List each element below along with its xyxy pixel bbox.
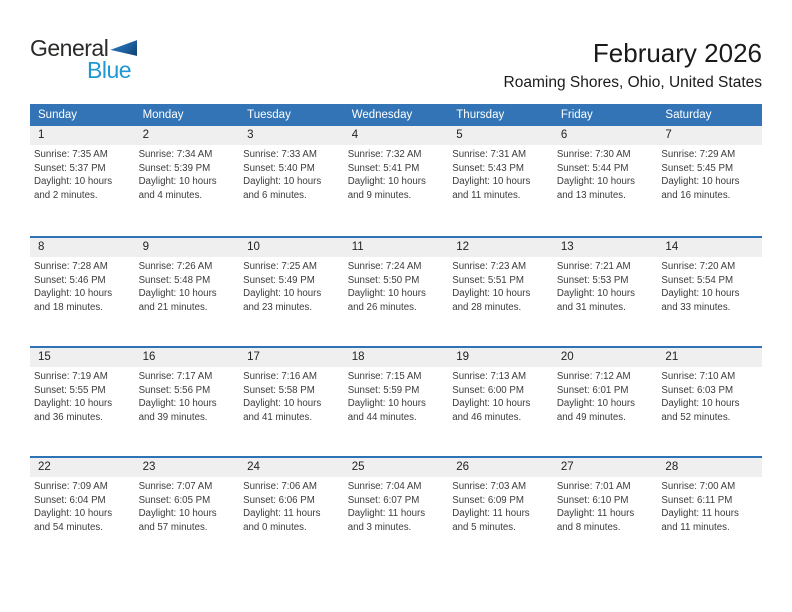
daylight-text: Daylight: 10 hours and 21 minutes. (138, 288, 217, 313)
day-detail-band (30, 367, 762, 424)
day-number: 1 (38, 129, 45, 141)
sunset-text: Sunset: 5:50 PM (347, 274, 420, 286)
sunset-text: Sunset: 5:39 PM (138, 162, 211, 174)
sunrise-text: Sunrise: 7:33 AM (243, 149, 317, 160)
day-cell (239, 477, 344, 534)
daylight-text: Daylight: 10 hours and 18 minutes. (34, 288, 113, 313)
daylight-text: Daylight: 10 hours and 4 minutes. (138, 176, 217, 201)
general-blue-logo (30, 35, 150, 83)
sunrise-text: Sunrise: 7:07 AM (138, 481, 213, 492)
daylight-text: Daylight: 10 hours and 6 minutes. (243, 176, 322, 201)
day-number: 4 (351, 129, 359, 141)
sunrise-text: Sunrise: 7:21 AM (556, 261, 631, 272)
day-number: 14 (665, 241, 679, 253)
sunrise-text: Sunrise: 7:32 AM (347, 149, 422, 160)
day-number: 21 (665, 351, 679, 363)
daylight-text: Daylight: 11 hours and 3 minutes. (347, 508, 426, 533)
day-cell (239, 257, 344, 314)
day-cell (30, 367, 135, 424)
daylight-text: Daylight: 10 hours and 57 minutes. (138, 508, 217, 533)
sunrise-text: Sunrise: 7:29 AM (661, 149, 736, 160)
sunset-text: Sunset: 5:45 PM (661, 162, 734, 174)
sunset-text: Sunset: 5:49 PM (243, 274, 315, 286)
sunset-text: Sunset: 5:55 PM (34, 384, 106, 396)
sunset-text: Sunset: 5:37 PM (34, 162, 106, 174)
day-cell (239, 367, 344, 424)
sunrise-text: Sunrise: 7:09 AM (34, 481, 108, 492)
daylight-text: Daylight: 10 hours and 31 minutes. (556, 288, 635, 313)
day-detail-band (30, 257, 762, 314)
day-cell (553, 477, 658, 534)
logo-text-general: General (30, 35, 109, 61)
sunrise-text: Sunrise: 7:24 AM (347, 261, 422, 272)
day-header-friday: Friday (560, 109, 593, 121)
sunset-text: Sunset: 5:59 PM (347, 384, 420, 396)
sunrise-text: Sunrise: 7:26 AM (138, 261, 213, 272)
day-detail-band (30, 477, 762, 534)
sunrise-text: Sunrise: 7:35 AM (34, 149, 108, 160)
daylight-text: Daylight: 10 hours and 54 minutes. (34, 508, 113, 533)
day-number-band (30, 126, 762, 145)
sunrise-text: Sunrise: 7:17 AM (138, 371, 213, 382)
sunset-text: Sunset: 5:56 PM (138, 384, 211, 396)
week-row (30, 236, 762, 346)
day-number-band (30, 348, 762, 367)
sunset-text: Sunset: 6:10 PM (556, 494, 629, 506)
sunrise-text: Sunrise: 7:28 AM (34, 261, 108, 272)
daylight-text: Daylight: 10 hours and 44 minutes. (347, 398, 426, 423)
day-cell (239, 145, 344, 202)
week-row (30, 456, 762, 566)
daylight-text: Daylight: 10 hours and 2 minutes. (34, 176, 113, 201)
daylight-text: Daylight: 10 hours and 9 minutes. (347, 176, 426, 201)
daylight-text: Daylight: 10 hours and 46 minutes. (452, 398, 531, 423)
sunrise-text: Sunrise: 7:19 AM (34, 371, 108, 382)
daylight-text: Daylight: 10 hours and 13 minutes. (556, 176, 635, 201)
sunrise-text: Sunrise: 7:04 AM (347, 481, 422, 492)
day-number: 25 (351, 461, 365, 473)
day-number: 2 (142, 129, 149, 141)
sunset-text: Sunset: 5:43 PM (452, 162, 524, 174)
sunset-text: Sunset: 6:09 PM (452, 494, 524, 506)
day-number: 9 (142, 241, 149, 253)
sunrise-text: Sunrise: 7:30 AM (556, 149, 631, 160)
day-cell (344, 145, 449, 202)
day-number: 6 (560, 129, 568, 141)
day-cell (657, 257, 762, 314)
day-number: 12 (456, 241, 470, 253)
daylight-text: Daylight: 11 hours and 8 minutes. (556, 508, 635, 533)
day-number: 11 (351, 241, 364, 253)
daylight-text: Daylight: 10 hours and 23 minutes. (243, 288, 322, 313)
daylight-text: Daylight: 10 hours and 26 minutes. (347, 288, 426, 313)
daylight-text: Daylight: 10 hours and 39 minutes. (138, 398, 217, 423)
day-number: 7 (665, 129, 672, 141)
day-number: 15 (38, 351, 51, 363)
day-cell (135, 145, 240, 202)
day-cell (657, 367, 762, 424)
logo-triangle-icon (110, 40, 137, 56)
daylight-text: Daylight: 10 hours and 52 minutes. (661, 398, 740, 423)
day-cell (657, 145, 762, 202)
day-number-band (30, 238, 762, 257)
day-number: 17 (247, 351, 260, 363)
day-cell (135, 257, 240, 314)
sunrise-text: Sunrise: 7:13 AM (452, 371, 527, 382)
sunset-text: Sunset: 5:53 PM (556, 274, 629, 286)
day-number: 19 (456, 351, 470, 363)
calendar-header-row (30, 104, 762, 126)
day-header-tuesday: Tuesday (247, 109, 291, 121)
day-cell (344, 257, 449, 314)
sunrise-text: Sunrise: 7:01 AM (556, 481, 631, 492)
day-cell (553, 367, 658, 424)
daylight-text: Daylight: 10 hours and 49 minutes. (556, 398, 635, 423)
day-number: 18 (351, 351, 365, 363)
day-cell (448, 257, 553, 314)
day-cell (553, 257, 658, 314)
day-number: 5 (456, 129, 463, 141)
sunrise-text: Sunrise: 7:16 AM (243, 371, 317, 382)
sunrise-text: Sunrise: 7:20 AM (661, 261, 736, 272)
day-header-monday: Monday (142, 109, 184, 121)
sunset-text: Sunset: 6:00 PM (452, 384, 524, 396)
week-row (30, 346, 762, 456)
day-header-sunday: Sunday (38, 109, 78, 121)
day-number-band (30, 458, 762, 477)
daylight-text: Daylight: 11 hours and 0 minutes. (243, 508, 321, 533)
day-header-wednesday: Wednesday (351, 109, 413, 121)
daylight-text: Daylight: 10 hours and 33 minutes. (661, 288, 740, 313)
daylight-text: Daylight: 11 hours and 11 minutes. (661, 508, 739, 533)
daylight-text: Daylight: 10 hours and 41 minutes. (243, 398, 322, 423)
page-header (0, 0, 792, 104)
day-cell (30, 257, 135, 314)
day-number: 22 (38, 461, 51, 473)
day-number: 20 (560, 351, 574, 363)
sunset-text: Sunset: 6:03 PM (661, 384, 734, 396)
sunset-text: Sunset: 6:07 PM (347, 494, 420, 506)
day-number: 10 (247, 241, 260, 253)
logo-text-blue: Blue (87, 57, 132, 83)
day-cell (553, 145, 658, 202)
sunrise-text: Sunrise: 7:00 AM (661, 481, 736, 492)
sunrise-text: Sunrise: 7:03 AM (452, 481, 527, 492)
day-number: 24 (247, 461, 260, 473)
sunrise-text: Sunrise: 7:31 AM (452, 149, 527, 160)
sunrise-text: Sunrise: 7:15 AM (347, 371, 422, 382)
sunset-text: Sunset: 5:58 PM (243, 384, 315, 396)
day-cell (30, 477, 135, 534)
calendar-weeks (30, 126, 762, 566)
day-cell (448, 367, 553, 424)
day-number: 16 (142, 351, 156, 363)
week-row (30, 126, 762, 236)
sunrise-text: Sunrise: 7:06 AM (243, 481, 317, 492)
daylight-text: Daylight: 10 hours and 28 minutes. (452, 288, 531, 313)
sunset-text: Sunset: 6:06 PM (243, 494, 315, 506)
sunset-text: Sunset: 6:04 PM (34, 494, 106, 506)
sunrise-text: Sunrise: 7:25 AM (243, 261, 317, 272)
day-number: 23 (142, 461, 156, 473)
page-subtitle: Roaming Shores, Ohio, United States (503, 74, 762, 91)
day-cell (344, 367, 449, 424)
day-number: 27 (560, 461, 574, 473)
sunset-text: Sunset: 5:44 PM (556, 162, 629, 174)
daylight-text: Daylight: 10 hours and 36 minutes. (34, 398, 113, 423)
page-title: February 2026 (592, 38, 762, 68)
day-cell (30, 145, 135, 202)
day-cell (448, 145, 553, 202)
sunset-text: Sunset: 6:01 PM (556, 384, 629, 396)
sunset-text: Sunset: 5:48 PM (138, 274, 211, 286)
day-cell (657, 477, 762, 534)
calendar-table (30, 104, 762, 566)
day-number: 3 (247, 129, 254, 141)
daylight-text: Daylight: 10 hours and 16 minutes. (661, 176, 740, 201)
day-cell (135, 367, 240, 424)
daylight-text: Daylight: 11 hours and 5 minutes. (452, 508, 530, 533)
day-cell (135, 477, 240, 534)
day-header-thursday: Thursday (456, 109, 505, 121)
day-number: 13 (560, 241, 574, 253)
day-detail-band (30, 145, 762, 202)
sunset-text: Sunset: 6:11 PM (661, 494, 733, 506)
daylight-text: Daylight: 10 hours and 11 minutes. (452, 176, 531, 201)
sunset-text: Sunset: 5:40 PM (243, 162, 315, 174)
day-number: 28 (665, 461, 679, 473)
day-cell (448, 477, 553, 534)
sunset-text: Sunset: 5:51 PM (452, 274, 524, 286)
day-header-saturday: Saturday (665, 109, 712, 121)
day-number: 26 (456, 461, 470, 473)
day-number: 8 (38, 241, 45, 253)
sunset-text: Sunset: 5:54 PM (661, 274, 734, 286)
sunrise-text: Sunrise: 7:12 AM (556, 371, 631, 382)
sunrise-text: Sunrise: 7:23 AM (452, 261, 527, 272)
sunrise-text: Sunrise: 7:10 AM (661, 371, 736, 382)
day-cell (344, 477, 449, 534)
sunset-text: Sunset: 5:46 PM (34, 274, 106, 286)
sunset-text: Sunset: 6:05 PM (138, 494, 211, 506)
sunrise-text: Sunrise: 7:34 AM (138, 149, 213, 160)
sunset-text: Sunset: 5:41 PM (347, 162, 420, 174)
